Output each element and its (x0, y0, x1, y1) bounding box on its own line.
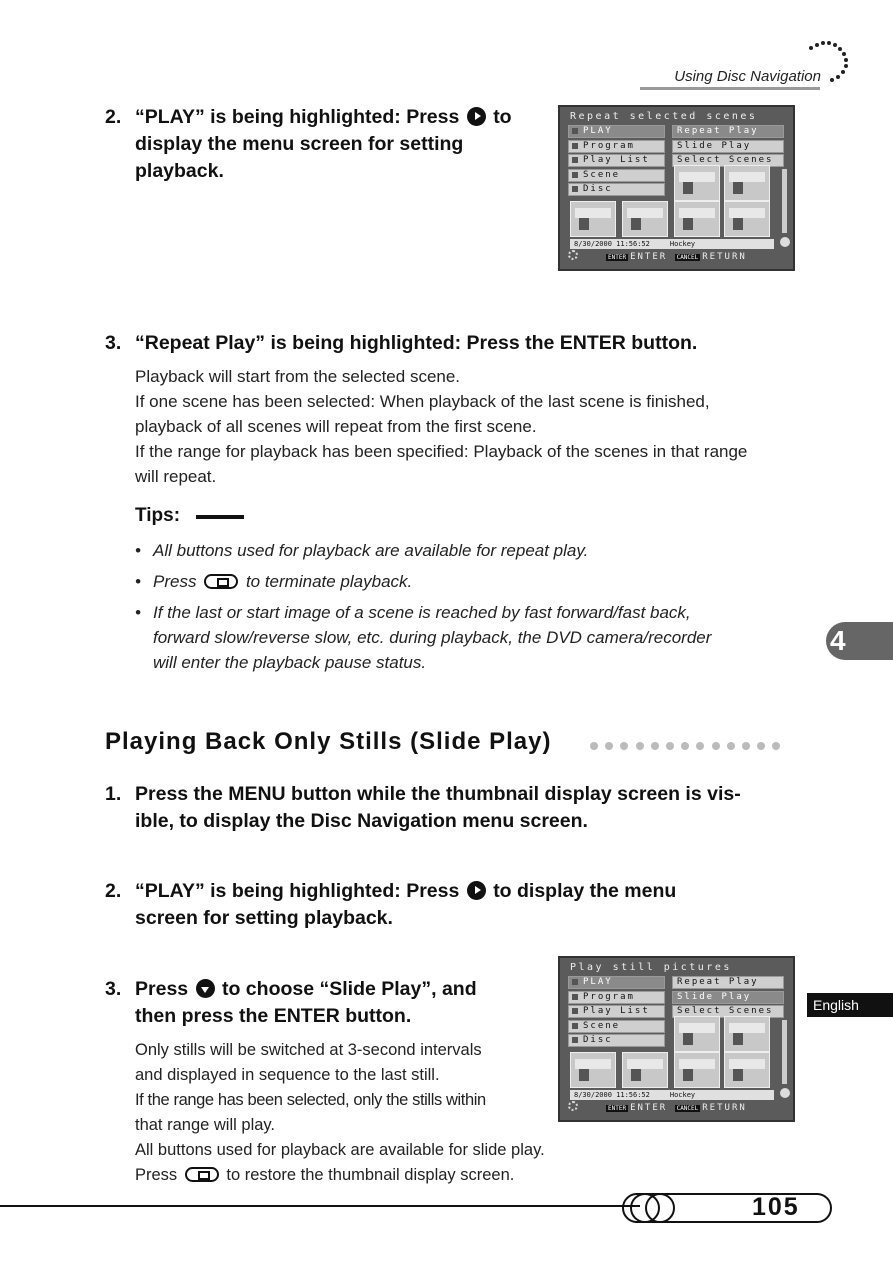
screen-status-bar: 8/30/2000 11:56:52 Hockey (570, 1090, 774, 1100)
thumbnail (724, 201, 770, 237)
screen-scrollbar (782, 1020, 787, 1084)
header-dots-decoration (805, 40, 853, 85)
menu-item-repeat-play: Repeat Play (672, 976, 784, 989)
menu-item-scene: Scene (568, 169, 665, 182)
body-line: If one scene has been selected: When playback of the last scene is finished, (135, 392, 710, 411)
screen-title: Play still pictures (570, 962, 732, 973)
menu-item-scene: Scene (568, 1020, 665, 1033)
step-3-body (135, 364, 805, 489)
screen-left-menu (568, 976, 665, 1049)
step-3-instruction: Press to choose “Slide Play”, and then press the ENTER button. (135, 978, 477, 1027)
body-line: Playback will start from the selected scene. (135, 367, 461, 386)
body-line: If the range for playback has been specified: Playback of the scenes in that range (135, 442, 748, 461)
menu-item-select-scenes: Select Scenes (672, 154, 784, 167)
gear-icon (568, 1101, 578, 1111)
menu-item-slide-play: Slide Play (672, 140, 784, 153)
thumbnail (622, 201, 668, 237)
screen-status-bar: 8/30/2000 11:56:52 Hockey (570, 239, 774, 249)
step-number: 3. (105, 332, 122, 354)
menu-item-play: PLAY (568, 976, 665, 989)
step-number: 2. (105, 106, 122, 128)
step-1-instruction: Press the MENU button while the thumbnail display screen is vis- ible, to display the Disc Navigation menu screen. (135, 783, 741, 832)
right-arrow-button-icon (467, 881, 486, 900)
step-number: 1. (105, 783, 122, 805)
screen-right-menu (672, 976, 784, 1020)
thumbnail (622, 1052, 668, 1088)
menu-screenshot-slide (558, 956, 795, 1122)
thumbnail (724, 1052, 770, 1088)
menu-item-program: Program (568, 991, 665, 1004)
thumbnail (570, 1052, 616, 1088)
tip-item: • Press to terminate playback. (135, 572, 413, 591)
thumbnail (674, 165, 720, 201)
screen-scrollbar (782, 169, 787, 233)
chapter-tab: 4 (826, 622, 893, 660)
header-rule (640, 87, 820, 90)
stop-button-icon (204, 574, 238, 589)
screen-footer: ENTER ENTER CANCEL RETURN (608, 252, 747, 262)
footer-rule (0, 1205, 640, 1207)
screen-left-menu (568, 125, 665, 198)
thumbnail (724, 1016, 770, 1052)
section-title: Playing Back Only Stills (Slide Play) (105, 728, 552, 755)
menu-item-play-list: Play List (568, 1005, 665, 1018)
thumbnail (674, 201, 720, 237)
gear-icon (568, 250, 578, 260)
step-2-instruction: “PLAY” is being highlighted: Press to display the menu screen for setting playback. (135, 880, 677, 929)
thumbnail (674, 1016, 720, 1052)
step-number: 3. (105, 978, 122, 1000)
step-number: 2. (105, 880, 122, 902)
tips-heading: Tips: (135, 505, 181, 526)
running-header: Using Disc Navigation (674, 68, 821, 85)
screen-footer: ENTER ENTER CANCEL RETURN (608, 1103, 747, 1113)
menu-item-disc: Disc (568, 1034, 665, 1047)
menu-item-slide-play: Slide Play (672, 991, 784, 1004)
footer-circle-decoration (645, 1193, 675, 1223)
thumbnail (724, 165, 770, 201)
tip-item: • All buttons used for playback are available for repeat play. (135, 541, 589, 560)
tips-rule (196, 515, 244, 519)
language-tab: English (807, 993, 893, 1017)
step-3-title: “Repeat Play” is being highlighted: Press the ENTER button. (135, 332, 698, 354)
menu-item-play-list: Play List (568, 154, 665, 167)
right-arrow-button-icon (467, 107, 486, 126)
menu-item-disc: Disc (568, 183, 665, 196)
step-2-instruction (135, 104, 525, 185)
screen-title: Repeat selected scenes (570, 111, 758, 122)
page-number: 105 (752, 1193, 800, 1221)
thumbnail (674, 1052, 720, 1088)
screen-right-menu (672, 125, 784, 169)
menu-item-play: PLAY (568, 125, 665, 138)
body-line: will repeat. (135, 467, 217, 486)
title-dots-decoration (590, 742, 780, 750)
down-arrow-button-icon (196, 979, 215, 998)
menu-screenshot-repeat (558, 105, 795, 271)
menu-item-program: Program (568, 140, 665, 153)
step-text: to display the menu screen for setting playback. (135, 106, 512, 182)
stop-button-icon (185, 1167, 219, 1182)
dial-icon (780, 237, 790, 247)
menu-item-select-scenes: Select Scenes (672, 1005, 784, 1018)
thumbnail (570, 201, 616, 237)
step-3-body-cont: All buttons used for playback are available for slide play. Press to restore the thumbnail display screen. (135, 1141, 545, 1184)
menu-item-repeat-play: Repeat Play (672, 125, 784, 138)
step-text: “PLAY” is being highlighted: Press (135, 106, 460, 128)
step-3-body: Only stills will be switched at 3-second intervals and displayed in sequence to the last still. If the range has been selected, only the stills within that range will play. (135, 1041, 486, 1134)
body-line: playback of all scenes will repeat from the first scene. (135, 417, 537, 436)
tip-item: • If the last or start image of a scene is reached by fast forward/fast back, forward slow/reverse slow, etc. during playback, the DVD camera/recorder will enter the playback pause status. (135, 603, 712, 672)
dial-icon (780, 1088, 790, 1098)
